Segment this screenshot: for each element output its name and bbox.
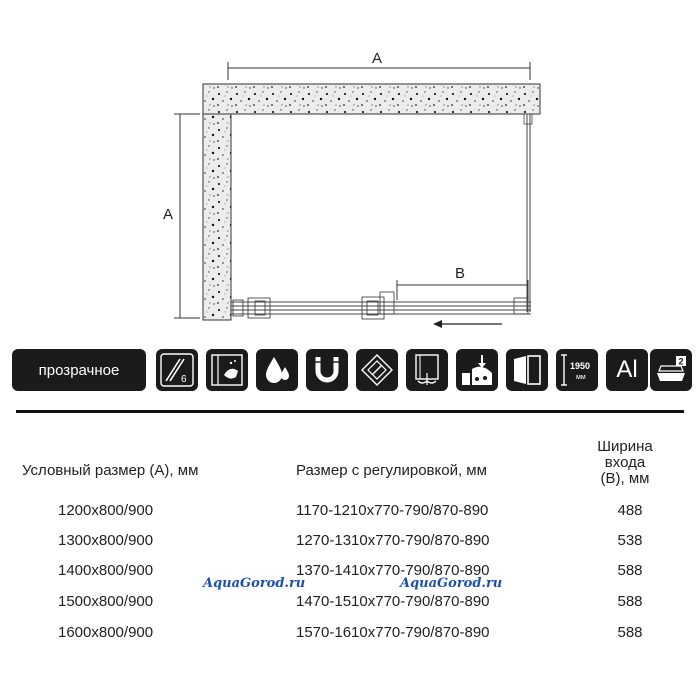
- cell-width: 488: [617, 502, 643, 519]
- height-value: 1950: [570, 361, 591, 371]
- sliding-direction-arrow: [433, 320, 502, 328]
- cell-size: 1300х800/900: [58, 532, 154, 549]
- cell-width: 588: [617, 593, 643, 610]
- dimension-b-label: B: [455, 265, 466, 282]
- header-entry-width-line3: (В), мм: [600, 470, 650, 487]
- dimension-b: [397, 265, 528, 300]
- cell-width: 538: [617, 532, 643, 549]
- dimension-a-side: [163, 114, 200, 318]
- cell-size: 1200х800/900: [58, 502, 154, 519]
- cell-adjust: 1570-1610х770-790/870-890: [296, 624, 490, 641]
- cell-size: 1500х800/900: [58, 593, 154, 610]
- table-row: [0, 624, 700, 654]
- cell-adjust: 1170-1210х770-790/870-890: [296, 502, 489, 519]
- aluminium-profile-icon: [606, 349, 648, 391]
- warranty-years: 2: [678, 356, 684, 367]
- header-entry-width: [578, 439, 672, 487]
- watermark: AquaGorod.ru: [203, 576, 306, 591]
- top-wall: [203, 84, 540, 114]
- header-entry-width-line2: входа: [604, 454, 646, 471]
- door-threshold-icon: [406, 349, 448, 391]
- left-wall: [203, 114, 231, 320]
- magnetic-seal-icon: [306, 349, 348, 391]
- glass-thickness-value: 6: [181, 374, 187, 385]
- height-1950-icon: [556, 349, 598, 391]
- drain-icon: [456, 349, 498, 391]
- cell-size: 1400х800/900: [58, 562, 154, 579]
- cell-adjust: 1270-1310х770-790/870-890: [296, 532, 490, 549]
- header-size: Условный размер (А), мм: [22, 462, 199, 479]
- dimension-a-top-label: A: [372, 50, 383, 67]
- sliding-door-icon: [506, 349, 548, 391]
- shower-plan-diagram: [0, 0, 700, 345]
- easy-clean-coating-icon: [206, 349, 248, 391]
- cell-width: 588: [617, 624, 643, 641]
- watermark: AquaGorod.ru: [400, 576, 503, 591]
- table-row: [0, 562, 700, 592]
- cell-adjust: 1370-1410х770-790/870-890: [296, 562, 490, 579]
- table-row: [0, 502, 700, 532]
- table-row: [0, 593, 700, 623]
- header-adjust: Размер с регулировкой, мм: [296, 462, 487, 479]
- water-repellent-icon: [256, 349, 298, 391]
- reversible-mounting-icon: [356, 349, 398, 391]
- section-divider: [16, 410, 684, 413]
- cell-adjust: 1470-1510х770-790/870-890: [296, 593, 490, 610]
- cell-width: 588: [617, 562, 643, 579]
- feature-icons-row: [12, 349, 692, 391]
- cell-size: 1600х800/900: [58, 624, 154, 641]
- header-entry-width-line1: Ширина: [597, 438, 653, 455]
- glass-type-text: прозрачное: [38, 361, 120, 379]
- height-unit: мм: [576, 374, 586, 381]
- dimension-a-side-label: A: [163, 206, 174, 223]
- glass-type-label: [12, 349, 146, 391]
- aluminium-text: Al: [616, 356, 638, 383]
- glass-thickness-6mm-icon: [156, 349, 198, 391]
- warranty-2-years-icon: [650, 349, 692, 391]
- table-row: [0, 532, 700, 562]
- front-sliding-panels: [231, 292, 531, 319]
- dimension-a-top: [228, 50, 530, 80]
